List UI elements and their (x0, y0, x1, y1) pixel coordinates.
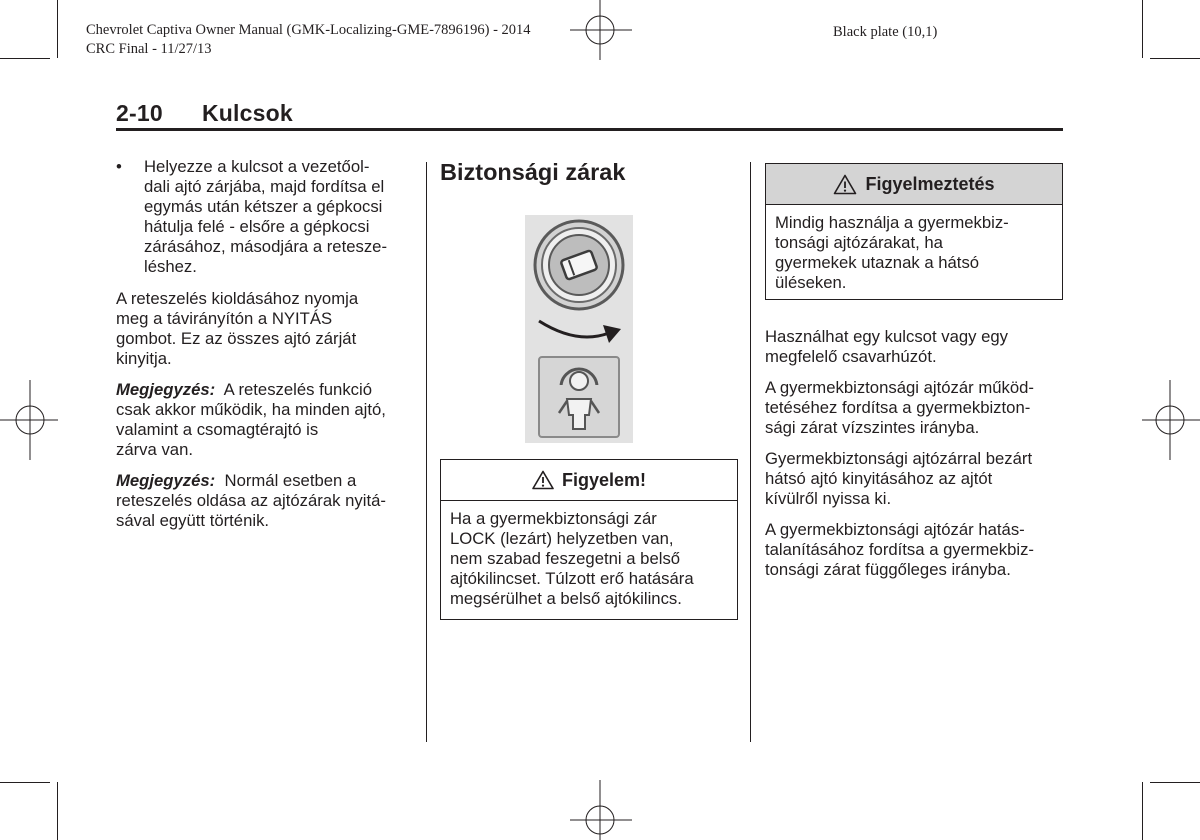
warning-triangle-icon (532, 470, 554, 490)
warning-title: Figyelmeztetés (865, 174, 995, 194)
crop-mark-bottom-right-h (1150, 782, 1200, 783)
registration-mark-top (560, 0, 640, 62)
paragraph-line: tetéséhez fordítsa a gyermekbizton- (765, 398, 1031, 417)
note-label: Megjegyzés: (116, 471, 216, 490)
note-label: Megjegyzés: (116, 380, 216, 399)
note-paragraph-2 (116, 471, 416, 531)
section-title: Biztonsági zárak (440, 159, 626, 185)
caution-box (440, 459, 738, 620)
caution-line: ajtókilincset. Túlzott erő hatására (450, 569, 694, 588)
page-number: 2-10 (116, 100, 163, 126)
warning-box (765, 163, 1063, 300)
paragraph-line: A gyermekbiztonsági ajtózár hatás- (765, 520, 1025, 539)
paragraph-line: sági zárat vízszintes irányba. (765, 418, 980, 437)
paragraph-line: Használhat egy kulcsot vagy egy (765, 327, 1009, 346)
deactivate-paragraph (765, 520, 1065, 580)
tool-paragraph (765, 327, 1065, 367)
child-lock-graphic (525, 215, 633, 443)
caution-header (441, 460, 737, 501)
crop-mark-top-right-h (1150, 58, 1200, 59)
bullet-item (116, 157, 416, 277)
bullet-line: zárásához, másodjára a retesze- (144, 237, 388, 256)
crop-mark-bottom-left-v (57, 782, 58, 840)
bullet-line: Helyezze a kulcsot a vezetőol- (144, 157, 370, 176)
print-header-line-1: Chevrolet Captiva Owner Manual (GMK-Localizing-GME-7896196) - 2014 (86, 22, 531, 38)
caution-line: Ha a gyermekbiztonsági zár (450, 509, 657, 528)
warning-line: tonsági ajtózárakat, ha (775, 233, 943, 252)
crop-mark-top-left-v (57, 0, 58, 58)
note-paragraph-1 (116, 380, 416, 460)
paragraph-line: Gyermekbiztonsági ajtózárral bezárt (765, 449, 1033, 468)
activate-paragraph (765, 378, 1065, 438)
caution-line: megsérülhet a belső ajtókilincs. (450, 589, 682, 608)
bullet-symbol: • (116, 157, 122, 176)
crop-mark-top-right-v (1142, 0, 1143, 58)
warning-body (766, 205, 1062, 299)
left-column (116, 157, 416, 542)
bullet-line: dali ajtó zárjába, majd fordítsa el (144, 177, 385, 196)
warning-line: Mindig használja a gyermekbiz- (775, 213, 1009, 232)
caution-line: LOCK (lezárt) helyzetben van, (450, 529, 674, 548)
caution-body (441, 501, 737, 619)
crop-mark-top-left-h (0, 58, 50, 59)
paragraph-line: megfelelő csavarhúzót. (765, 347, 937, 366)
paragraph-line: Normál esetben a (224, 471, 357, 490)
column-divider-2 (750, 162, 751, 742)
right-column (765, 327, 1065, 591)
paragraph-line: meg a távirányítón a NYITÁS (116, 309, 333, 328)
paragraph-line: hátsó ajtó kinyitásához az ajtót (765, 469, 993, 488)
registration-mark-bottom (560, 780, 640, 840)
warning-header (766, 164, 1062, 205)
paragraph-line: tonsági zárat függőleges irányba. (765, 560, 1011, 579)
bullet-line: léshez. (144, 257, 197, 276)
paragraph-line: kívülről nyissa ki. (765, 489, 892, 508)
registration-mark-right (1140, 380, 1200, 460)
paragraph-line: reteszelés oldása az ajtózárak nyitá- (116, 491, 386, 510)
warning-triangle-icon (833, 174, 857, 195)
warning-line: üléseken. (775, 273, 847, 292)
print-header-left (86, 21, 531, 59)
page-header (116, 100, 293, 127)
paragraph-line: kinyitja. (116, 349, 172, 368)
page-title: Kulcsok (202, 100, 293, 126)
paragraph-line: valamint a csomagtérajtó is (116, 420, 319, 439)
caution-line: nem szabad feszegetni a belső (450, 549, 681, 568)
paragraph-line: sával együtt történik. (116, 511, 270, 530)
paragraph-line: A gyermekbiztonsági ajtózár működ- (765, 378, 1034, 397)
paragraph-line: talanításához fordítsa a gyermekbiz- (765, 540, 1034, 559)
bullet-line: hátulja felé - elsőre a gépkocsi (144, 217, 370, 236)
paragraph-line: csak akkor működik, ha minden ajtó, (116, 400, 386, 419)
column-divider-1 (426, 162, 427, 742)
registration-mark-left (0, 380, 60, 460)
open-door-paragraph (765, 449, 1065, 509)
crop-mark-bottom-left-h (0, 782, 50, 783)
caution-title: Figyelem! (561, 470, 647, 490)
print-header-right: Black plate (10,1) (833, 24, 938, 40)
child-lock-illustration (525, 215, 633, 443)
paragraph-line: zárva van. (116, 440, 193, 459)
paragraph-line: gombot. Ez az összes ajtó zárját (116, 329, 357, 348)
print-header-line-2: CRC Final - 11/27/13 (86, 41, 212, 57)
bullet-line: egymás után kétszer a gépkocsi (144, 197, 383, 216)
warning-line: gyermekek utaznak a hátsó (775, 253, 980, 272)
crop-mark-bottom-right-v (1142, 782, 1143, 840)
unlock-paragraph (116, 289, 416, 369)
paragraph-line: A reteszelés kioldásához nyomja (116, 289, 359, 308)
header-rule (116, 128, 1063, 131)
paragraph-line: A reteszelés funkció (223, 380, 373, 399)
